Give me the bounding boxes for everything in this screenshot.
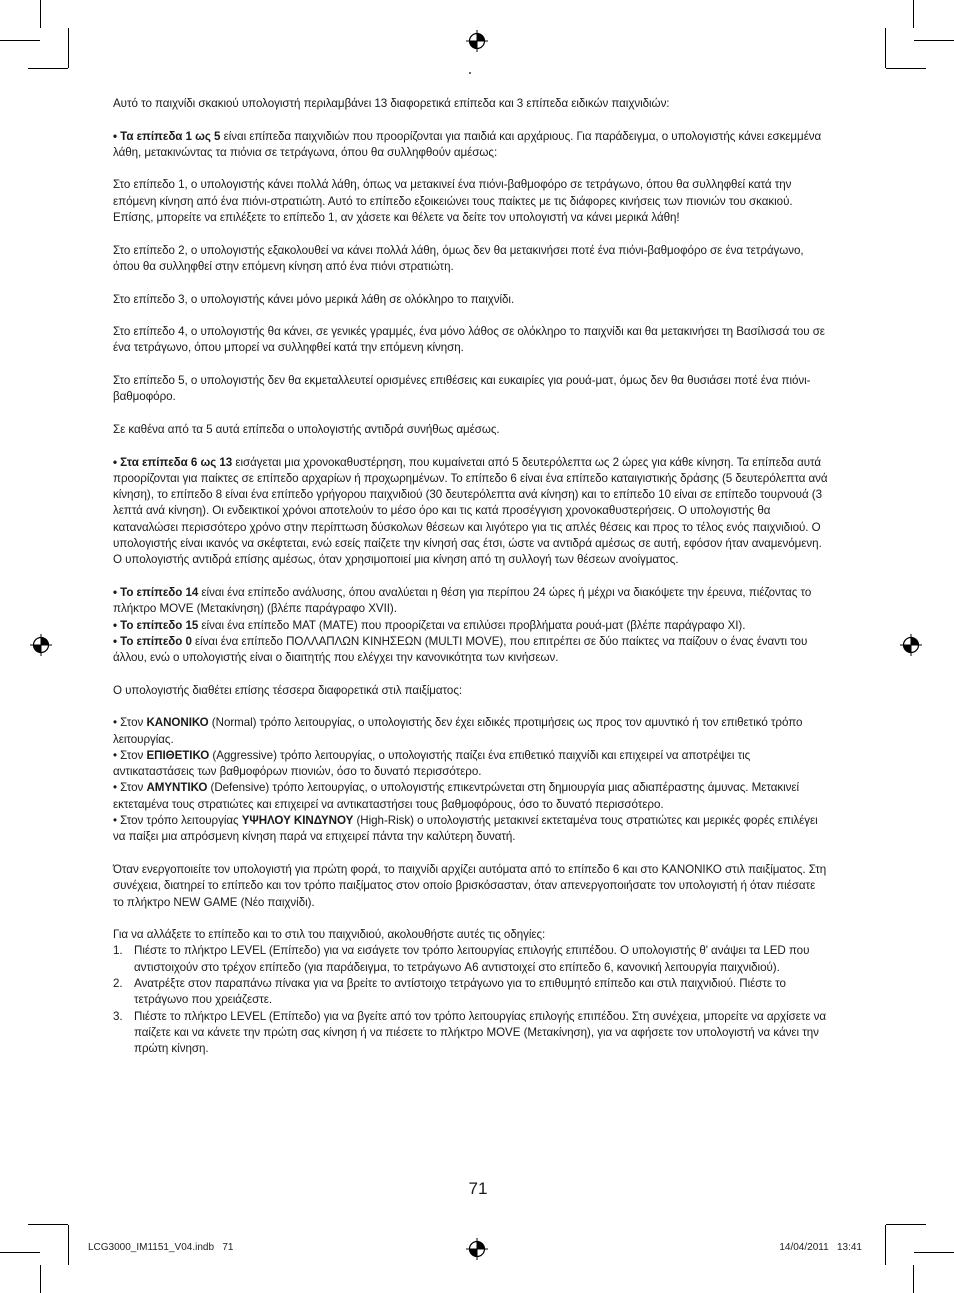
crop-mark (28, 68, 68, 69)
page-number: 71 (468, 1179, 488, 1198)
level-14-paragraph: • Το επίπεδο 14 είναι ένα επίπεδο ανάλυσης, όπου αναλύεται η θέση για περίπου 24 ώρες ή μέχρι να διακόψετε την έρευνα, πιέζοντας το πλήκτρο MOVE (Μετακίνηση) (βλέπε παράγραφο XVII). (113, 585, 812, 616)
crop-mark (914, 1252, 954, 1253)
level-4-paragraph: Στο επίπεδο 4, ο υπολογιστής θα κάνει, σε γενικές γραμμές, ένα μόνο λάθος σε ολόκληρο το παιχνίδι και θα μετακινήσει τη Βασίλισσά του σε ένα τετράγωνο, όπου μπορεί να συλληφθεί κατά την επόμενη κίνηση. (113, 325, 825, 355)
style-normal-paragraph: • Στον ΚΑΝΟΝΙΚΟ (Normal) τρόπο λειτουργίας, ο υπολογιστής δεν έχει ειδικές προτιμήσεις ως προς τον αμυντικό ή τον επιθετικό τρόπο λειτουργίας. (113, 716, 803, 746)
instructions-list (113, 943, 829, 1057)
registration-mark-icon (30, 634, 52, 656)
first-time-paragraph: Όταν ενεργοποιείτε τον υπολογιστή για πρώτη φορά, το παιχνίδι αρχίζει αυτόματα από το επίπεδο 6 και στο ΚΑΝΟΝΙΚΟ στιλ παιξίματος. Στη συνέχεια, διατηρεί το επίπεδο και τον τρόπο παιξίματος στον οποίο βρισκόσασταν, όταν απενεργοποιήσατε τον υπολογιστή ή όταν πιέσατε το πλήκτρο NEW GAME (Νέο παιχνίδι). (113, 862, 827, 909)
level-2-paragraph: Στο επίπεδο 2, ο υπολογιστής εξακολουθεί να κάνει πολλά λάθη, όμως δεν θα μετακινήσει ποτέ ένα πιόνι-βαθμοφόρο σε ένα τετράγωνο, όπου θα συλληφθεί στην επόμενη κίνηση από ένα πιόνι στρατιώτη. (113, 243, 804, 273)
crop-mark (40, 0, 41, 28)
styles-intro-paragraph: Ο υπολογιστής διαθέτει επίσης τέσσερα διαφορετικά στιλ παιξίματος: (113, 683, 463, 697)
list-item: 3. Πιέστε το πλήκτρο LEVEL (Επίπεδο) για να βγείτε από τον τρόπο λειτουργίας επιλογής επιπέδου. Στη συνέχεια, μπορείτε να αρχίσετε να παίζετε και να κάνετε την πρώτη σας κίνηση ή να πιέσετε το πλήκτρο MOVE (Μετακίνηση), για να αφήσετε τον υπολογιστή να κάνει την πρώτη κίνηση. (113, 1009, 827, 1056)
intro-paragraph: Αυτό το παιχνίδι σκακιού υπολογιστή περιλαμβάνει 13 διαφορετικά επίπεδα και 3 επίπεδα ειδικών παιχνιδιών: (113, 97, 670, 110)
footer-timestamp: 14/04/2011 13:41 (779, 1242, 862, 1253)
level-1-paragraph: Στο επίπεδο 1, ο υπολογιστής κάνει πολλά λάθη, όπως να μετακινεί ένα πιόνι-βαθμοφόρο σε τετράγωνο, όπου θα συλληφθεί κατά την επόμενη κίνηση από ένα πιόνι-στρατιώτη. Αυτό το επίπεδο εξοικειώνει τους παίκτες με τις διάφορες κινήσεις των πιονιών του σκακιού. Επίσης, μπορείτε να επιλέξετε το επίπεδο 1, αν χάσετε και θέλετε να δείτε τον υπολογιστή να κάνει μερικά λάθη! (113, 178, 793, 225)
style-aggressive-paragraph: • Στον ΕΠΙΘΕΤΙΚΟ (Aggressive) τρόπο λειτουργίας, ο υπολογιστής παίζει ένα επιθετικό παιχνίδι και επιχειρεί να αποτρέψει τις αντικαταστάσεις των βαθμοφόρων πιονιών, όσο το δυνατό περισσότερο. (113, 748, 751, 779)
level-15-paragraph: • Το επίπεδο 15 είναι ένα επίπεδο MAT (MATE) που προορίζεται να επιλύσει προβλήματα ρουά-ματ (βλέπε παράγραφο XI). (113, 618, 746, 632)
print-dot (469, 72, 471, 74)
crop-mark (0, 40, 40, 41)
crop-mark (886, 1224, 926, 1225)
crop-mark (886, 68, 926, 69)
footer-file-info: LCG3000_IM1151_V04.indb 71 (88, 1242, 234, 1253)
crop-mark (885, 28, 886, 68)
instructions-intro: Για να αλλάξετε το επίπεδο και το στιλ του παιχνιδιού, ακολουθήστε αυτές τις οδηγίες: (113, 928, 546, 942)
registration-mark-icon (466, 1238, 488, 1260)
list-item: 2. Ανατρέξτε στον παραπάνω πίνακα για να βρείτε το αντίστοιχο τετράγωνο για το επιθυμητό επίπεδο και στιλ παιχνιδιού. Πιέστε το τετράγωνο που χρειάζεστε. (113, 977, 786, 1007)
crop-mark (913, 1265, 914, 1293)
registration-mark-icon (466, 30, 488, 52)
style-high-risk-paragraph: • Στον τρόπο λειτουργίας ΥΨΗΛΟΥ ΚΙΝΔΥΝΟΥ (High-Risk) ο υπολογιστής μετακινεί εκτεταμένα τους στρατιώτες και μερικές φορές επιλέγει να παίξει μια απρόσμενη κίνηση παρά να επιχειρεί πάντα την καλύτερη δυνατή. (113, 814, 818, 844)
list-item: 1. Πιέστε το πλήκτρο LEVEL (Επίπεδο) για να εισάγετε τον τρόπο λειτουργίας επιλογής επιπέδου. Ο υπολογιστής θ' ανάψει τα LED που αντιστοιχούν στο τρέχον επίπεδο (για παράδειγμα, το τετράγωνο A6 αντιστοιχεί στο επίπεδο 6, κανονική λειτουργία παιχνιδιού). (113, 944, 810, 974)
style-defensive-paragraph: • Στον ΑΜΥΝΤΙΚΟ (Defensive) τρόπο λειτουργίας, ο υπολογιστής επικεντρώνεται στη δημιουργία μιας αδιαπέραστης άμυνας. Μετακινεί εκτεταμένα τους στρατιώτες και επιχειρεί να αντικαταστήσει τους βαθμοφόρους, όσο το δυνατό περισσότερο. (113, 781, 800, 811)
crop-mark (885, 1225, 886, 1265)
page-content (113, 96, 829, 1058)
registration-mark-icon (900, 634, 922, 656)
level-3-paragraph: Στο επίπεδο 3, ο υπολογιστής κάνει μόνο μερικά λάθη σε ολόκληρο το παιχνίδι. (113, 292, 515, 306)
crop-mark (28, 1224, 68, 1225)
crop-mark (40, 1265, 41, 1293)
levels-6-13-paragraph: • Στα επίπεδα 6 ως 13 εισάγεται μια χρονοκαθυστέρηση, που κυμαίνεται από 5 δευτερόλεπτα ως 2 ώρες για κάθε κίνηση. Τα επίπεδα αυτά προορίζονται για παίκτες σε επίπεδο αρχαρίων ή προχωρημένων. Το επίπεδο 6 είναι ένα επίπεδο καταιγιστικής δράσης (5 δευτερόλεπτα ανά κίνηση), το επίπεδο 8 είναι ένα επίπεδο γρήγορου παιχνιδιού (30 δευτερόλεπτα ανά κίνηση) και το επίπεδο 10 είναι σε επίπεδο τουρνουά (3 λεπτά ανά κίνηση). Οι ενδεικτικοί χρόνοι αποτελούν το μέσο όρο και τις κατά προσέγγιση χρονοκαθυστερήσεις. Ο υπολογιστής θα καταναλώσει περισσότερο χρόνο στην περίπτωση δύσκολων θέσεων και λιγότερο για τις απλές θέσεις και προς το τέλος ενός παιχνιδιού. Ο υπολογιστής είναι ικανός να σκέφτεται, ενώ εσείς παίζετε την κίνησή σας έτσι, ώστε να αντιδρά αμέσως σε αυτή, εφόσον ήταν αναμενόμενη. Ο υπολογιστής αντιδρά επίσης αμέσως, όταν χρησιμοποιεί μια κίνηση από τη συλλογή των θέσεων ανοίγματος. (113, 455, 828, 567)
crop-mark (914, 40, 954, 41)
levels-1-5-paragraph: • Τα επίπεδα 1 ως 5 είναι επίπεδα παιχνιδιών που προορίζονται για παιδιά και αρχάριους. Για παράδειγμα, ο υπολογιστής κάνει εσκεμμένα λάθη, μετακινώντας τα πιόνια σε τετράγωνα, όπου θα συλληφθούν αμέσως: (113, 129, 822, 159)
level-5-paragraph: Στο επίπεδο 5, ο υπολογιστής δεν θα εκμεταλλευτεί ορισμένες επιθέσεις και ευκαιρίες για ρουά-ματ, όμως δεν θα θυσιάσει ποτέ ένα πιόνι-βαθμοφόρο. (113, 374, 811, 404)
crop-mark (913, 0, 914, 28)
response-paragraph: Σε καθένα από τα 5 αυτά επίπεδα ο υπολογιστής αντιδρά συνήθως αμέσως. (113, 422, 500, 436)
crop-mark (0, 1252, 40, 1253)
level-0-paragraph: • Το επίπεδο 0 είναι ένα επίπεδο ΠΟΛΛΑΠΛΩΝ ΚΙΝΗΣΕΩΝ (MULTI MOVE), που επιτρέπει σε δύο παίκτες να παίζουν ο ένας έναντι του άλλου, ενώ ο υπολογιστής είναι ο διαιτητής που ελέγχει την κανονικότητα των κινήσεων. (113, 634, 808, 665)
crop-mark (68, 1225, 69, 1265)
crop-mark (68, 28, 69, 68)
